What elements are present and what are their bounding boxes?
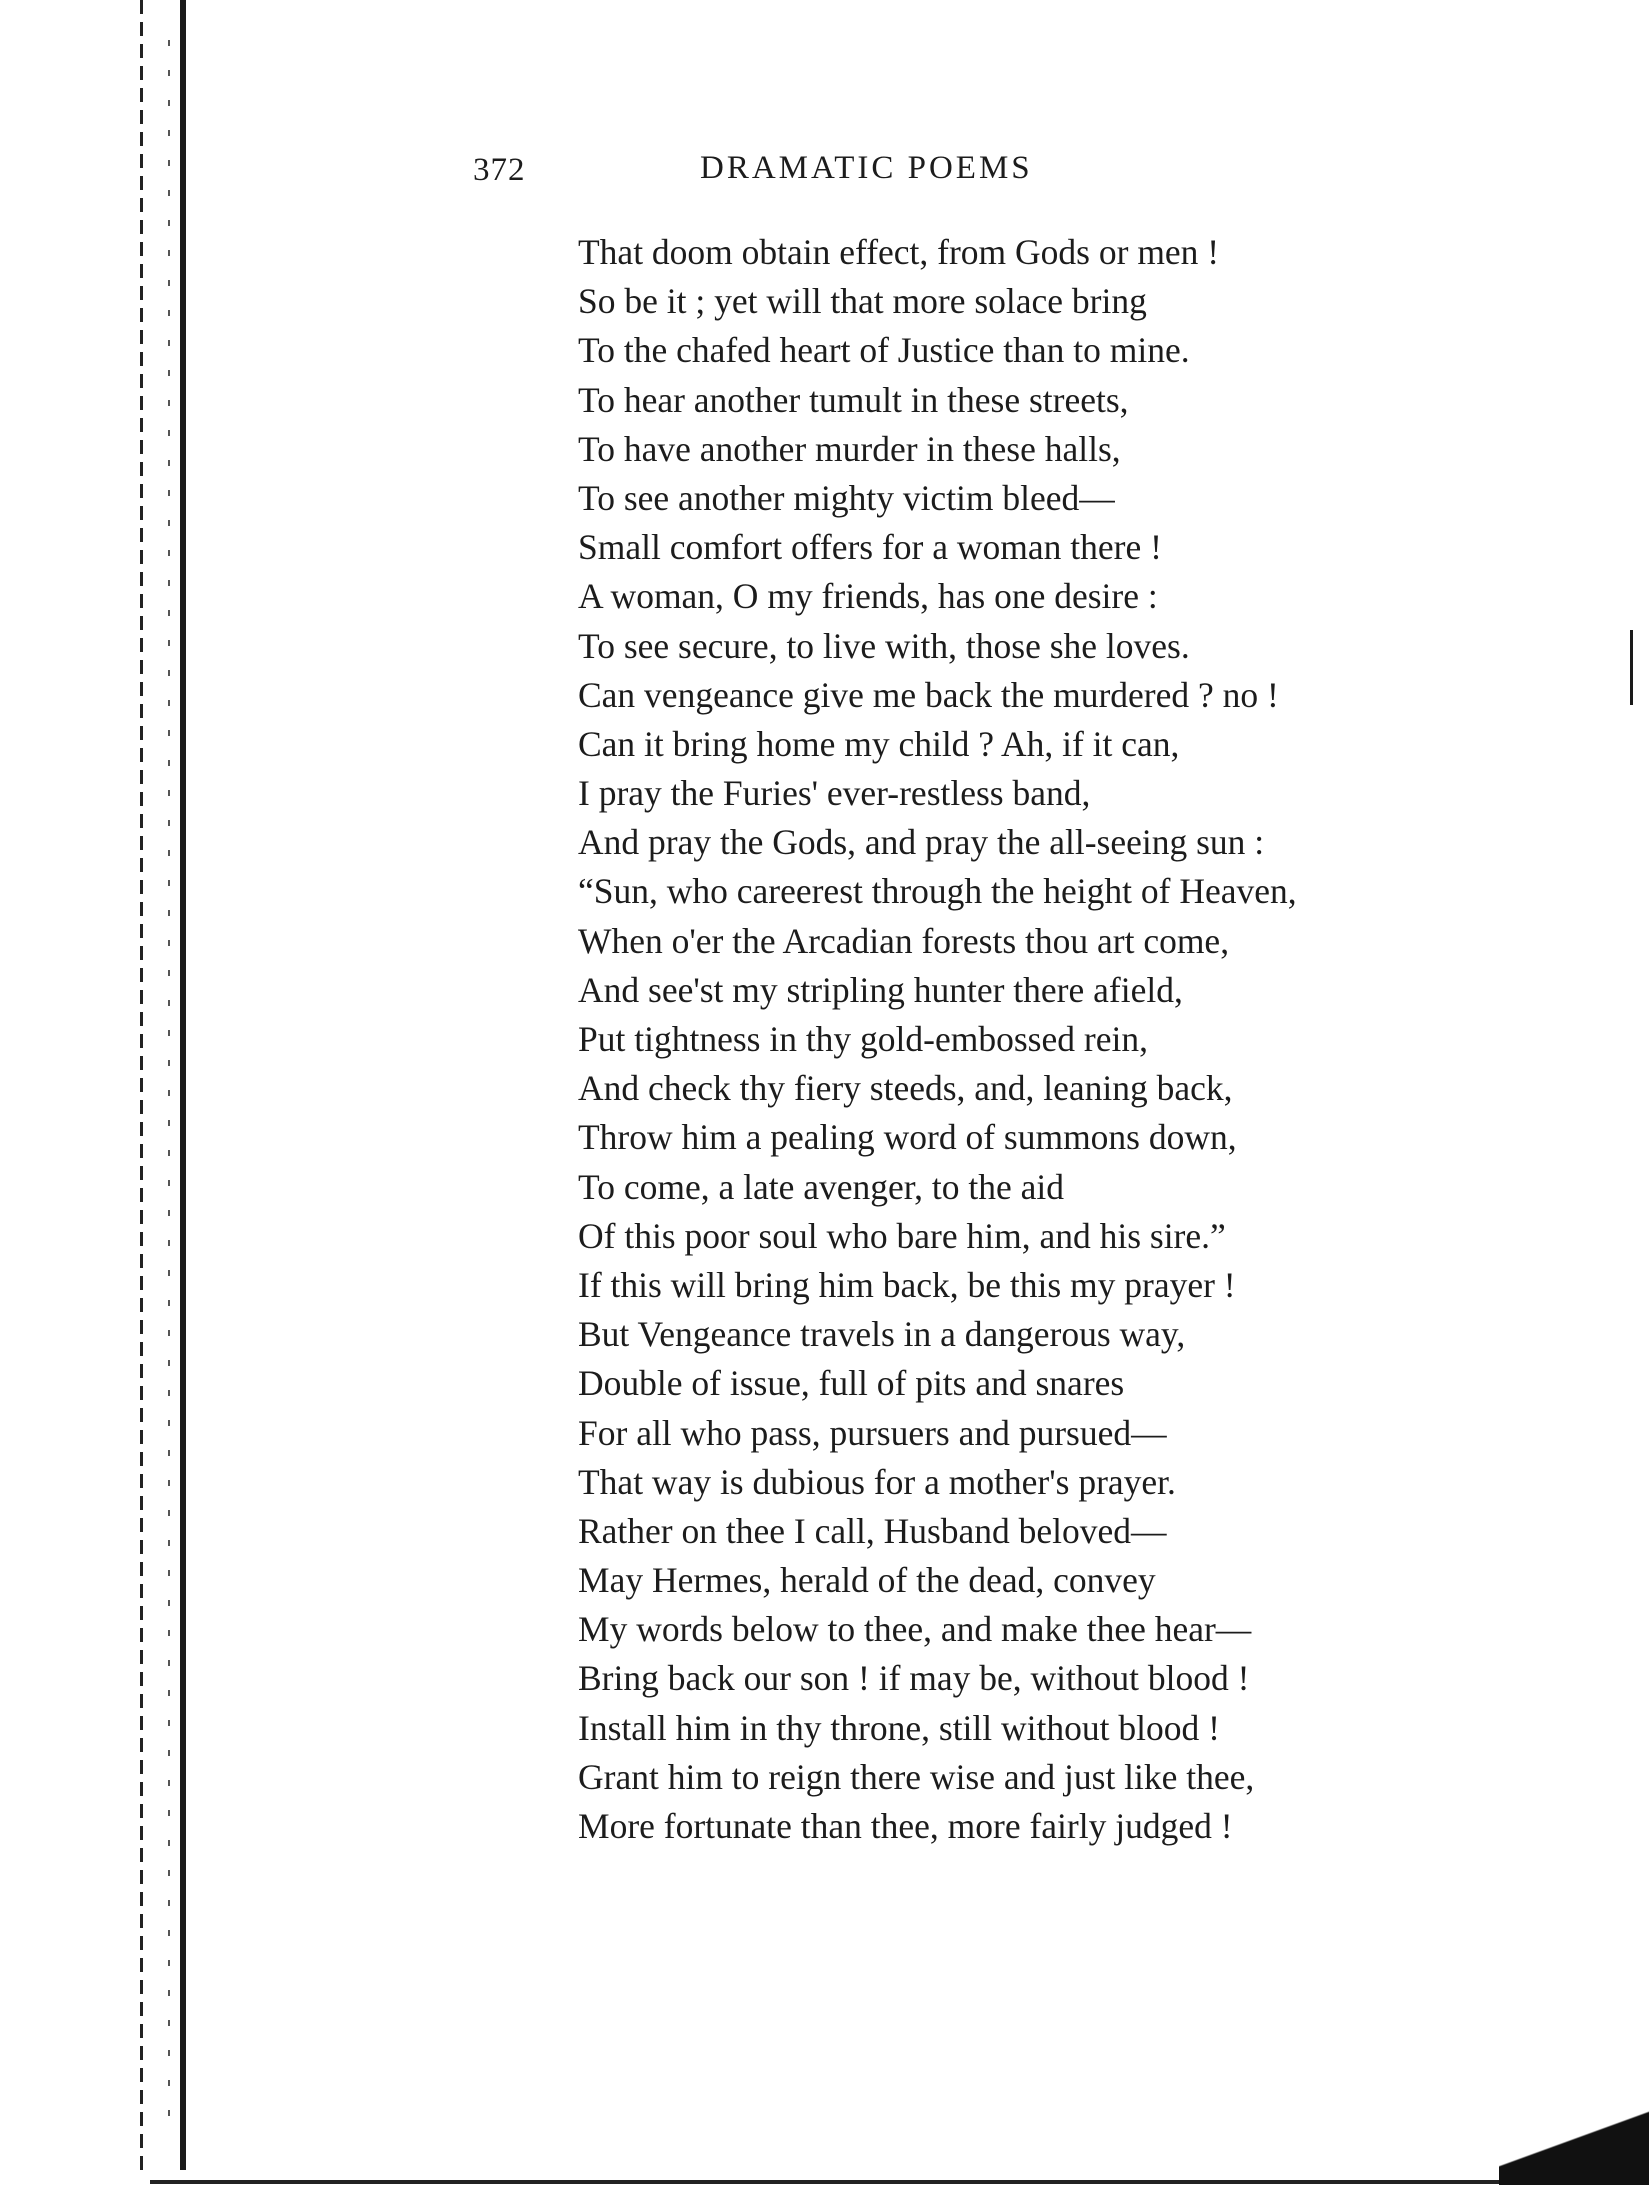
poem-line: Rather on thee I call, Husband beloved— bbox=[578, 1510, 1167, 1551]
poem-line: More fortunate than thee, more fairly judged ! bbox=[578, 1806, 1233, 1846]
poem-line: May Hermes, herald of the dead, convey bbox=[578, 1560, 1156, 1601]
poem-line: Install him in thy throne, still without blood ! bbox=[578, 1707, 1220, 1748]
running-head: DRAMATIC POEMS bbox=[700, 150, 1033, 186]
poem-line: And see'st my stripling hunter there afield, bbox=[578, 969, 1183, 1010]
poem-line: Double of issue, full of pits and snares bbox=[578, 1363, 1125, 1404]
poem-line: When o'er the Arcadian forests thou art come, bbox=[578, 920, 1230, 961]
poem-line: Throw him a pealing word of summons down, bbox=[578, 1117, 1237, 1158]
poem-line: If this will bring him back, be this my prayer ! bbox=[578, 1264, 1236, 1305]
poem-line: And check thy fiery steeds, and, leaning back, bbox=[578, 1068, 1233, 1109]
poem-line: Put tightness in thy gold-embossed rein, bbox=[578, 1019, 1148, 1059]
poem-line: To see another mighty victim bleed— bbox=[578, 477, 1115, 518]
poem-line: Small comfort offers for a woman there ! bbox=[578, 527, 1162, 568]
poem-line: But Vengeance travels in a dangerous way, bbox=[578, 1314, 1186, 1355]
poem-line: So be it ; yet will that more solace bring bbox=[578, 281, 1147, 322]
poem-line: A woman, O my friends, has one desire : bbox=[578, 576, 1158, 617]
poem-line: For all who pass, pursuers and pursued— bbox=[578, 1412, 1167, 1453]
poem-line: To come, a late avenger, to the aid bbox=[578, 1166, 1064, 1207]
page-corner-shadow bbox=[1499, 2075, 1649, 2185]
poem-line: Bring back our son ! if may be, without blood ! bbox=[578, 1658, 1250, 1699]
poem-line: Can vengeance give me back the murdered ? no ! bbox=[578, 674, 1279, 715]
poem-line: To the chafed heart of Justice than to mine. bbox=[578, 330, 1190, 371]
page-binding-shadow bbox=[168, 40, 170, 2140]
poem-line: That way is dubious for a mother's prayer. bbox=[578, 1461, 1176, 1502]
page-number: 372 bbox=[473, 152, 526, 188]
poem-line: That doom obtain effect, from Gods or men ! bbox=[578, 232, 1220, 272]
poem-line: “Sun, who careerest through the height of Heaven, bbox=[578, 871, 1297, 912]
poem-line: To hear another tumult in these streets, bbox=[578, 379, 1129, 420]
poem-line: Can it bring home my child ? Ah, if it can, bbox=[578, 723, 1180, 764]
poem-line: Grant him to reign there wise and just like thee, bbox=[578, 1756, 1255, 1797]
poem-line: I pray the Furies' ever-restless band, bbox=[578, 773, 1091, 814]
scan-artifact-mark bbox=[1630, 630, 1633, 705]
poem-line: Of this poor soul who bare him, and his sire.” bbox=[578, 1215, 1226, 1256]
poem-line: To see secure, to live with, those she loves. bbox=[578, 625, 1190, 666]
page-binding-edge bbox=[140, 0, 143, 2170]
poem-line: To have another murder in these halls, bbox=[578, 428, 1121, 469]
poem-text bbox=[578, 228, 1297, 1851]
poem-line: My words below to thee, and make thee hear— bbox=[578, 1609, 1252, 1650]
page-gutter-line bbox=[180, 0, 186, 2170]
page-bottom-edge bbox=[150, 2180, 1649, 2184]
poem-line: And pray the Gods, and pray the all-seeing sun : bbox=[578, 822, 1265, 863]
